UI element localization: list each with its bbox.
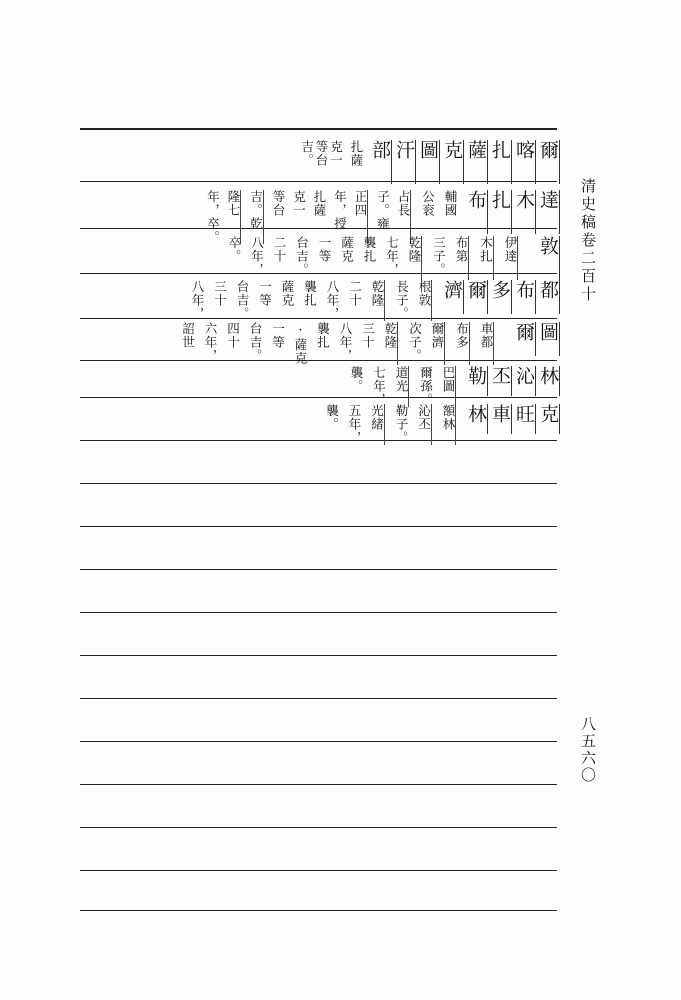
row-divider [80, 784, 557, 785]
big-char: 濟 [442, 280, 464, 314]
big-char: 薩 [466, 140, 488, 184]
note-col: 三十 [212, 280, 228, 307]
note-col: 年，授 [332, 190, 348, 231]
table-row-3 [228, 236, 561, 280]
row-divider [80, 569, 557, 570]
note-col: 襲扎 [362, 236, 377, 263]
big-char: 木 [514, 190, 536, 234]
row-divider [80, 483, 557, 484]
table-row-7 [325, 404, 560, 445]
note-col: 扎薩 [312, 190, 327, 217]
note-col: 一等 [257, 280, 273, 307]
note-col: 正四 [354, 190, 369, 244]
note-col: 乾隆 [384, 322, 399, 365]
row-divider [80, 698, 557, 699]
big-char: 爾 [538, 140, 560, 184]
note-col: 光緒 [370, 404, 385, 445]
note-col: 二十 [347, 280, 363, 307]
note-col: 克一 [291, 190, 307, 217]
note-col: 襲扎 [315, 322, 331, 349]
big-char: 克 [538, 404, 560, 434]
note-col: 公衮 [420, 190, 436, 217]
note-col: 襲扎 [302, 280, 318, 307]
note-col: 次子。 [407, 322, 423, 363]
note-col: 占長 [397, 190, 412, 244]
big-char: 爾 [514, 322, 536, 356]
note-col: 額林 [442, 404, 457, 445]
big-char: 勒 [466, 366, 488, 396]
note-col: 乾隆 [408, 236, 423, 280]
note-col: 詔世 [180, 322, 196, 349]
note-col: 一等 [270, 322, 286, 349]
note-col: 布第 [455, 236, 470, 280]
note-col: 四十 [225, 322, 241, 349]
big-char: 敦 [538, 236, 560, 280]
note-col: 布多 [455, 322, 470, 365]
note-col: 根敦 [418, 280, 433, 321]
note-col: 襲。 [324, 404, 340, 431]
big-char: 都 [538, 280, 560, 314]
note-col: 車都 [480, 322, 495, 365]
big-char: 圖 [538, 322, 560, 356]
big-char: 部 [370, 140, 392, 184]
note-col: 等台 [271, 190, 286, 217]
table-row-4 [191, 280, 561, 321]
note-col: 八年， [190, 280, 205, 321]
big-char: 布 [466, 190, 488, 234]
big-char: 車 [490, 404, 512, 434]
note-col: 襲。 [349, 366, 364, 393]
big-char: 克 [442, 140, 464, 184]
note-col: 三十 [360, 322, 376, 349]
note-col: 二十 [272, 236, 287, 263]
table-top-rule [80, 128, 557, 130]
big-char: 沁 [514, 366, 536, 396]
row-divider [80, 655, 557, 656]
big-char: 扎 [490, 140, 512, 184]
note-col: 卒。 [227, 236, 242, 263]
note-col: 吉。乾 [249, 190, 264, 244]
note-col: 一等 [317, 236, 332, 263]
note-col: 隆七 [227, 190, 242, 244]
note-col: 伊達 [504, 236, 519, 280]
note-col: 七年， [371, 366, 387, 407]
note-col: 輔國 [443, 190, 458, 217]
big-char: 丕 [490, 366, 512, 396]
note-col: 等台 [314, 140, 329, 167]
note-col: 木扎 [479, 236, 494, 280]
note-col: 勒子。 [394, 404, 409, 445]
table-row-1 [300, 140, 560, 184]
note-col: 爾濟 [431, 322, 446, 365]
note-col: 五年， [347, 404, 362, 445]
big-char: 汗 [394, 140, 416, 184]
note-col: 薩克 [339, 236, 355, 263]
note-col: 沁丕 [417, 404, 432, 445]
note-col: 乾隆 [371, 280, 386, 321]
note-col: 子。雍 [375, 190, 391, 231]
row-divider [80, 870, 557, 871]
note-col: 克一 [328, 140, 344, 167]
big-char: 多 [490, 280, 512, 314]
note-col: 八年， [338, 322, 353, 363]
big-char: 扎 [490, 190, 512, 234]
page-number: 八五六〇 [579, 716, 597, 784]
note-col: 爾孫。 [418, 366, 434, 407]
note-col: 台吉。 [294, 236, 310, 277]
note-col: 六年， [203, 322, 218, 363]
note-col: 台吉。 [235, 280, 250, 321]
note-col: 年，卒。 [205, 190, 221, 244]
note-col: ·薩克 [293, 322, 308, 365]
big-char: 旺 [514, 404, 536, 434]
big-char: 林 [466, 404, 488, 434]
row-divider [80, 612, 557, 613]
note-col: 七年， [384, 236, 400, 277]
table-row-6 [350, 366, 561, 407]
note-col: 八年， [249, 236, 265, 277]
row-divider [80, 910, 557, 911]
note-col: 八年， [325, 280, 340, 321]
note-col: 扎薩 [349, 140, 364, 167]
big-char: 林 [538, 366, 560, 396]
note-col: 薩克 [280, 280, 295, 307]
big-char: 達 [538, 190, 560, 234]
note-col: 道光 [395, 366, 410, 407]
note-col: 吉。 [299, 140, 315, 167]
big-char: 布 [514, 280, 536, 314]
row-divider [80, 827, 557, 828]
note-col: 長子。 [394, 280, 410, 321]
big-char: 喀 [514, 140, 536, 184]
margin-title: 清史稿卷二百十 [579, 178, 597, 304]
row-divider [80, 741, 557, 742]
note-col: 台吉。 [248, 322, 263, 363]
big-char: 爾 [466, 280, 488, 314]
note-col: 三子。 [431, 236, 447, 277]
row-divider [80, 526, 557, 527]
big-char: 圖 [418, 140, 440, 184]
note-col: 巴圖 [442, 366, 457, 407]
table-row-5 [181, 322, 560, 365]
